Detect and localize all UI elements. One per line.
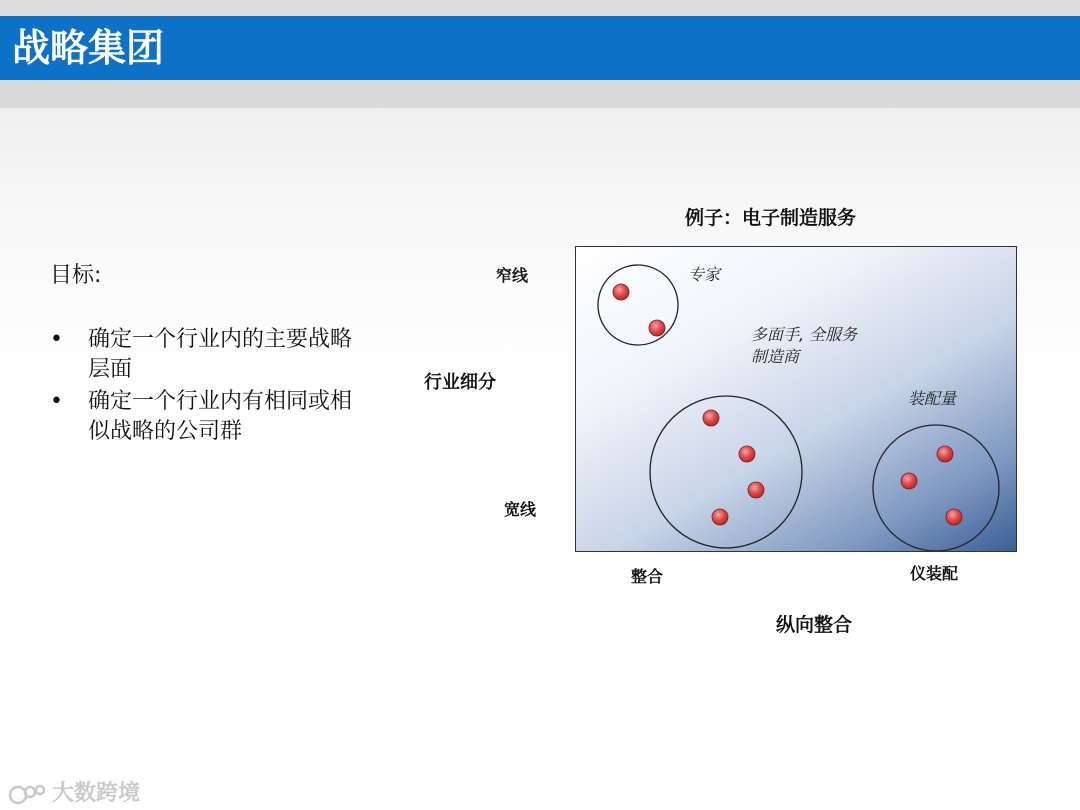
company-dot	[937, 446, 953, 462]
strategic-group-plot	[575, 246, 1017, 552]
watermark-text: 大数跨境	[52, 781, 141, 806]
company-dot	[703, 410, 719, 426]
company-dot	[748, 482, 764, 498]
goal-label: 目标:	[50, 263, 102, 288]
company-dot	[649, 320, 665, 336]
title-underline-strip	[0, 80, 1080, 108]
y-axis-label: 行业细分	[424, 372, 496, 393]
company-dot	[901, 473, 917, 489]
watermark	[8, 776, 140, 807]
top-strip	[0, 0, 1080, 16]
group-label-specialist: 专家	[688, 265, 721, 284]
x-axis-label: 纵向整合	[776, 614, 853, 636]
bullet-line: 层面	[88, 357, 133, 382]
group-label-volume: 装配量	[908, 389, 957, 408]
watermark-logo-icon	[8, 782, 48, 806]
bullet-line: 似战略的公司群	[88, 419, 243, 444]
group-label-line: 制造商	[751, 347, 800, 366]
group-label-line: 多面手, 全服务	[751, 325, 858, 344]
company-dot	[739, 446, 755, 462]
group-circle-volume	[873, 425, 999, 551]
title-bar	[0, 16, 1080, 80]
bullet-marker: •	[50, 327, 63, 352]
x-axis-right-label: 仪装配	[910, 564, 959, 583]
company-dot	[712, 509, 728, 525]
bullet-line: 确定一个行业内有相同或相	[88, 389, 353, 414]
company-dot	[613, 284, 629, 300]
y-axis-top-label: 窄线	[496, 266, 529, 285]
group-circle-generalist	[650, 396, 802, 548]
slide-title: 战略集团	[12, 26, 165, 70]
x-axis-left-label: 整合	[631, 567, 664, 586]
bullet-item	[50, 387, 390, 447]
diagram-title: 例子：电子制造服务	[685, 207, 857, 229]
bullet-marker: •	[50, 389, 63, 414]
bullet-line: 确定一个行业内的主要战略	[88, 327, 353, 352]
y-axis-bottom-label: 宽线	[504, 500, 537, 519]
bullet-item	[50, 325, 390, 385]
group-label-generalist	[751, 324, 857, 368]
bullet-list	[50, 325, 390, 449]
company-dot	[946, 509, 962, 525]
group-circle-specialist	[598, 265, 678, 345]
